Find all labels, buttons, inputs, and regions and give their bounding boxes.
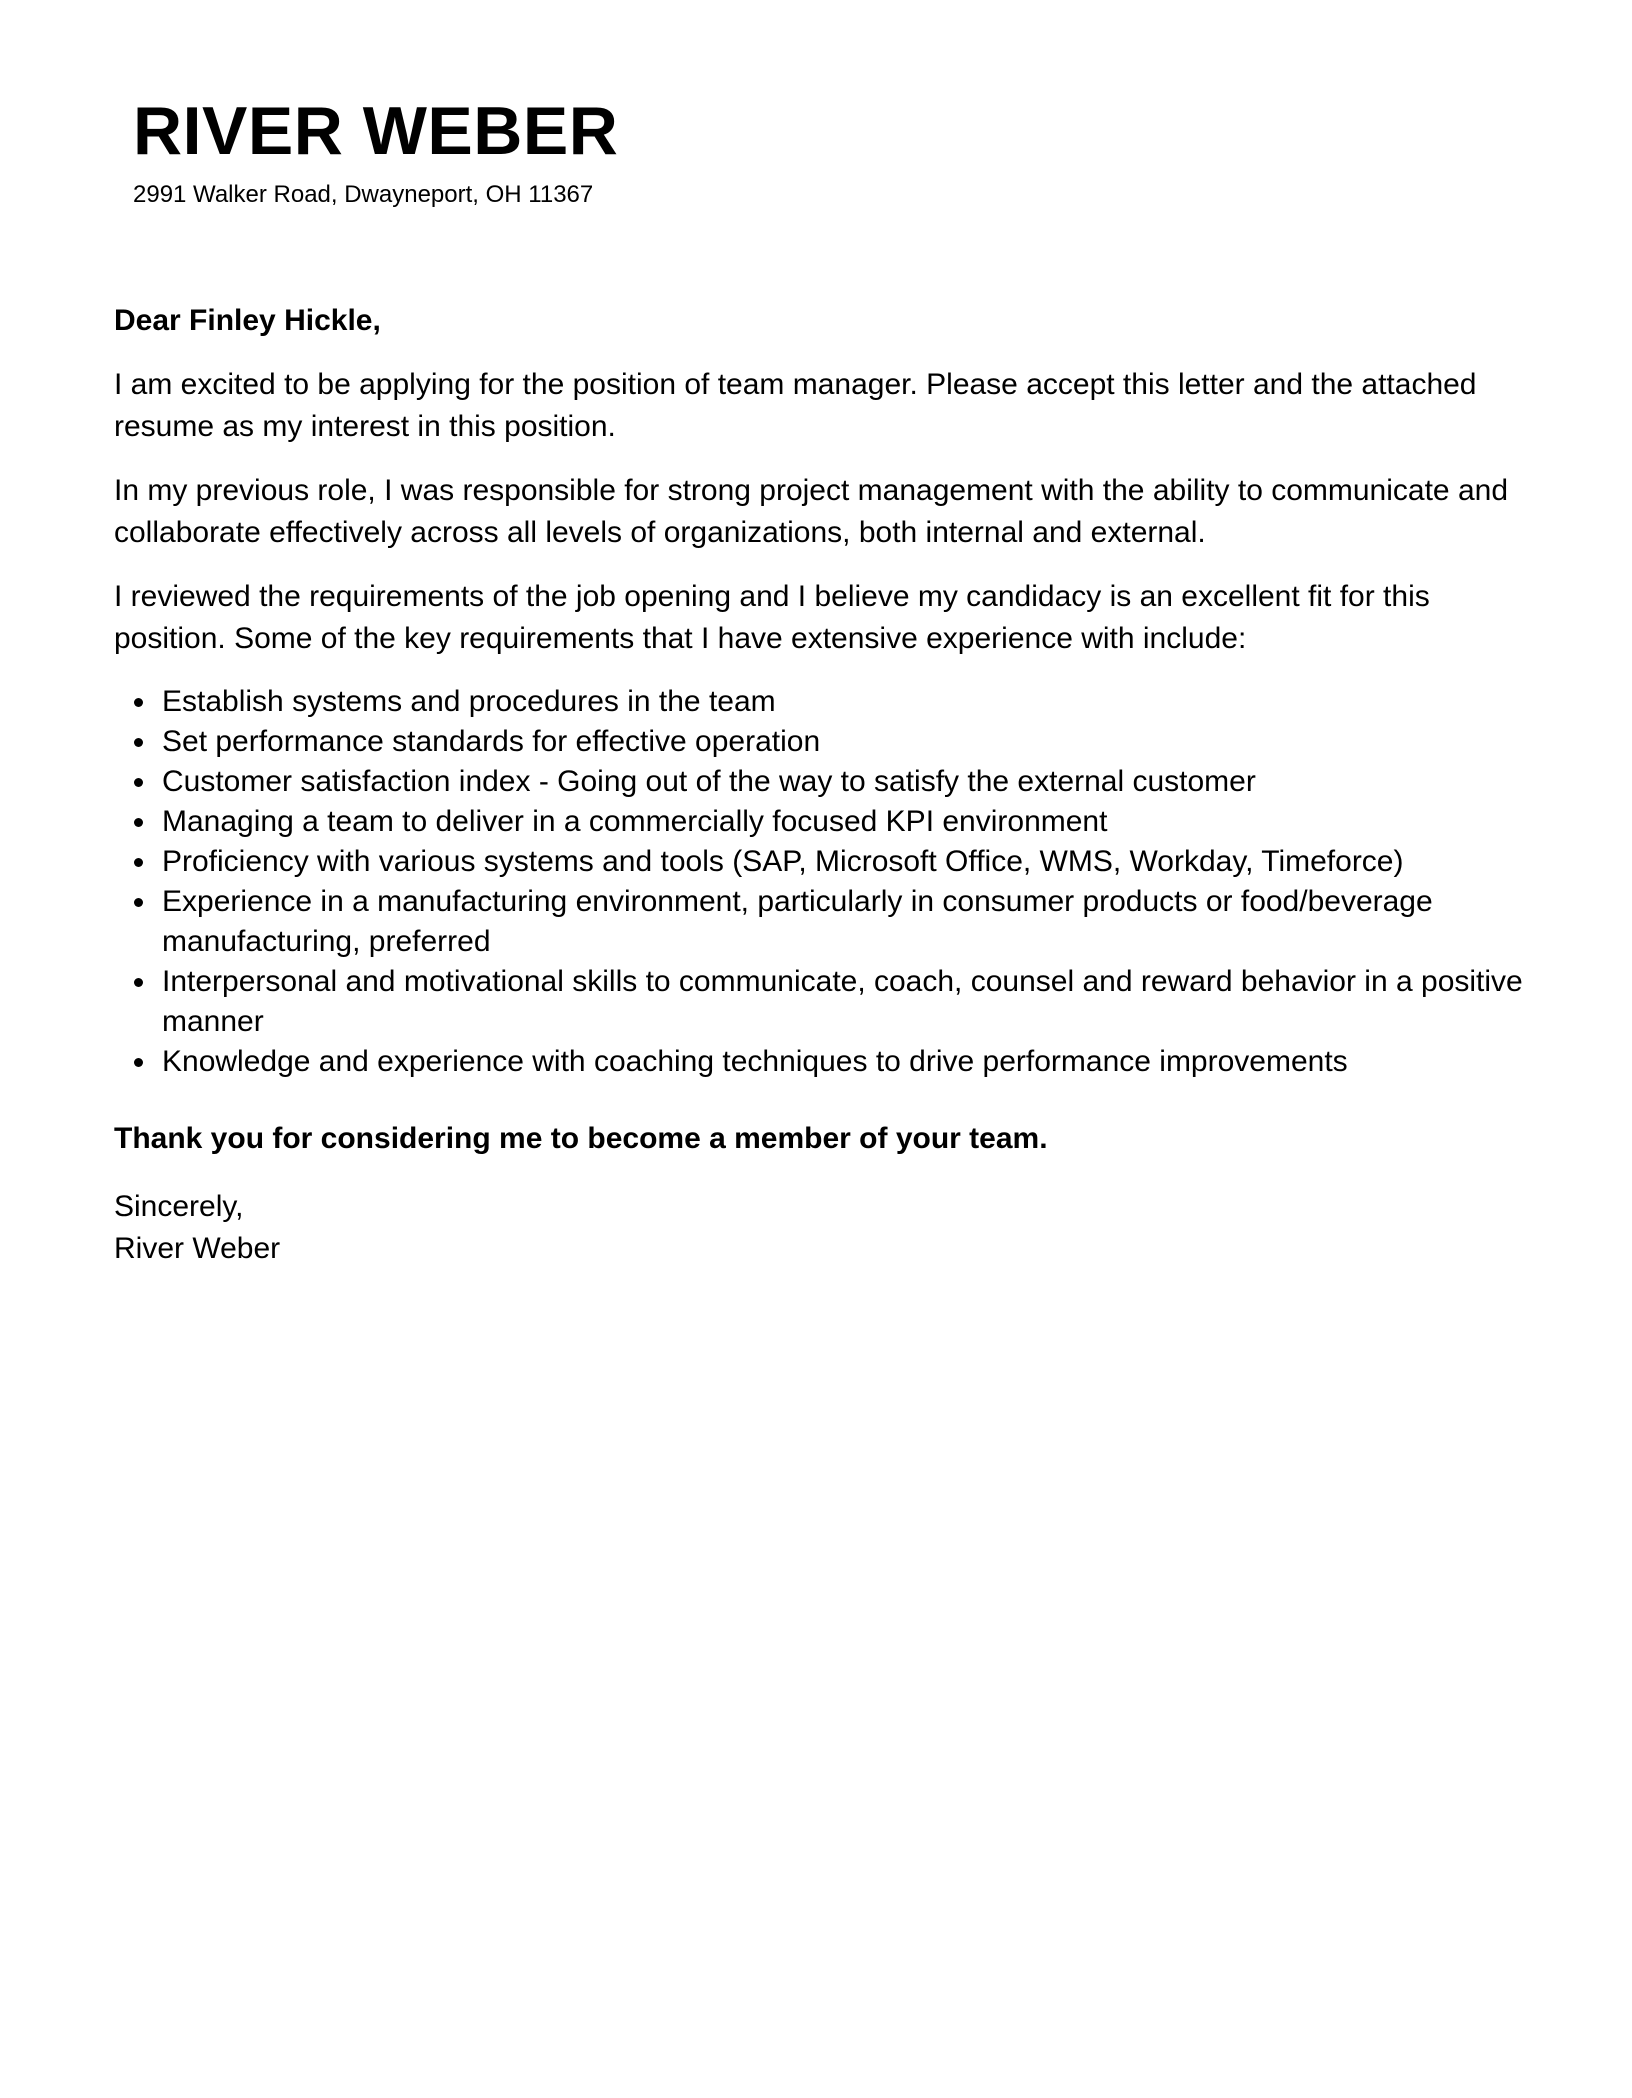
bullet-icon (134, 898, 143, 907)
sender-name: RIVER WEBER (133, 93, 619, 169)
bullet-icon (134, 698, 143, 707)
list-item-text: Managing a team to deliver in a commercially focused KPI environment (162, 805, 1108, 838)
list-item (114, 962, 1524, 1042)
list-item (114, 802, 1524, 842)
salutation: Dear Finley Hickle, (114, 304, 381, 337)
bullet-icon (134, 978, 143, 987)
list-item-text: Knowledge and experience with coaching techniques to drive performance improvements (162, 1045, 1348, 1078)
list-item-text: Interpersonal and motivational skills to communicate, coach, counsel and reward behavior in a positive manner (162, 965, 1523, 1038)
list-item-text: Experience in a manufacturing environment, particularly in consumer products or food/beverage manufacturing, preferred (162, 885, 1433, 958)
intro-paragraph: I am excited to be applying for the position of team manager. Please accept this letter and the attached resume as my interest in this position. (114, 368, 1477, 443)
signature-name: River Weber (114, 1232, 281, 1265)
experience-paragraph: In my previous role, I was responsible for strong project management with the ability to communicate and collaborate effectively across all levels of organizations, both internal and external. (114, 474, 1509, 549)
list-item (114, 1042, 1524, 1082)
requirements-list (114, 682, 1524, 1082)
list-item-text: Customer satisfaction index - Going out of the way to satisfy the external customer (162, 765, 1256, 798)
list-item (114, 722, 1524, 762)
list-item (114, 842, 1524, 882)
list-item (114, 882, 1524, 962)
bullet-icon (134, 818, 143, 827)
sender-address: 2991 Walker Road, Dwayneport, OH 11367 (133, 181, 594, 208)
letter-body (114, 300, 1524, 1270)
bullet-icon (134, 738, 143, 747)
list-item-text: Establish systems and procedures in the team (162, 685, 776, 718)
bullet-icon (134, 1058, 143, 1067)
letterhead (133, 88, 1433, 212)
bullet-icon (134, 858, 143, 867)
list-item (114, 682, 1524, 722)
list-item-text: Set performance standards for effective operation (162, 725, 821, 758)
requirements-paragraph: I reviewed the requirements of the job opening and I believe my candidacy is an excellent fit for this position. Some of the key requirements that I have extensive experience with include: (114, 580, 1430, 655)
bullet-icon (134, 778, 143, 787)
list-item (114, 762, 1524, 802)
list-item-text: Proficiency with various systems and tools (SAP, Microsoft Office, WMS, Workday, Timeforce) (162, 845, 1404, 878)
closing-line: Thank you for considering me to become a member of your team. (114, 1122, 1048, 1155)
signoff: Sincerely, (114, 1190, 244, 1223)
